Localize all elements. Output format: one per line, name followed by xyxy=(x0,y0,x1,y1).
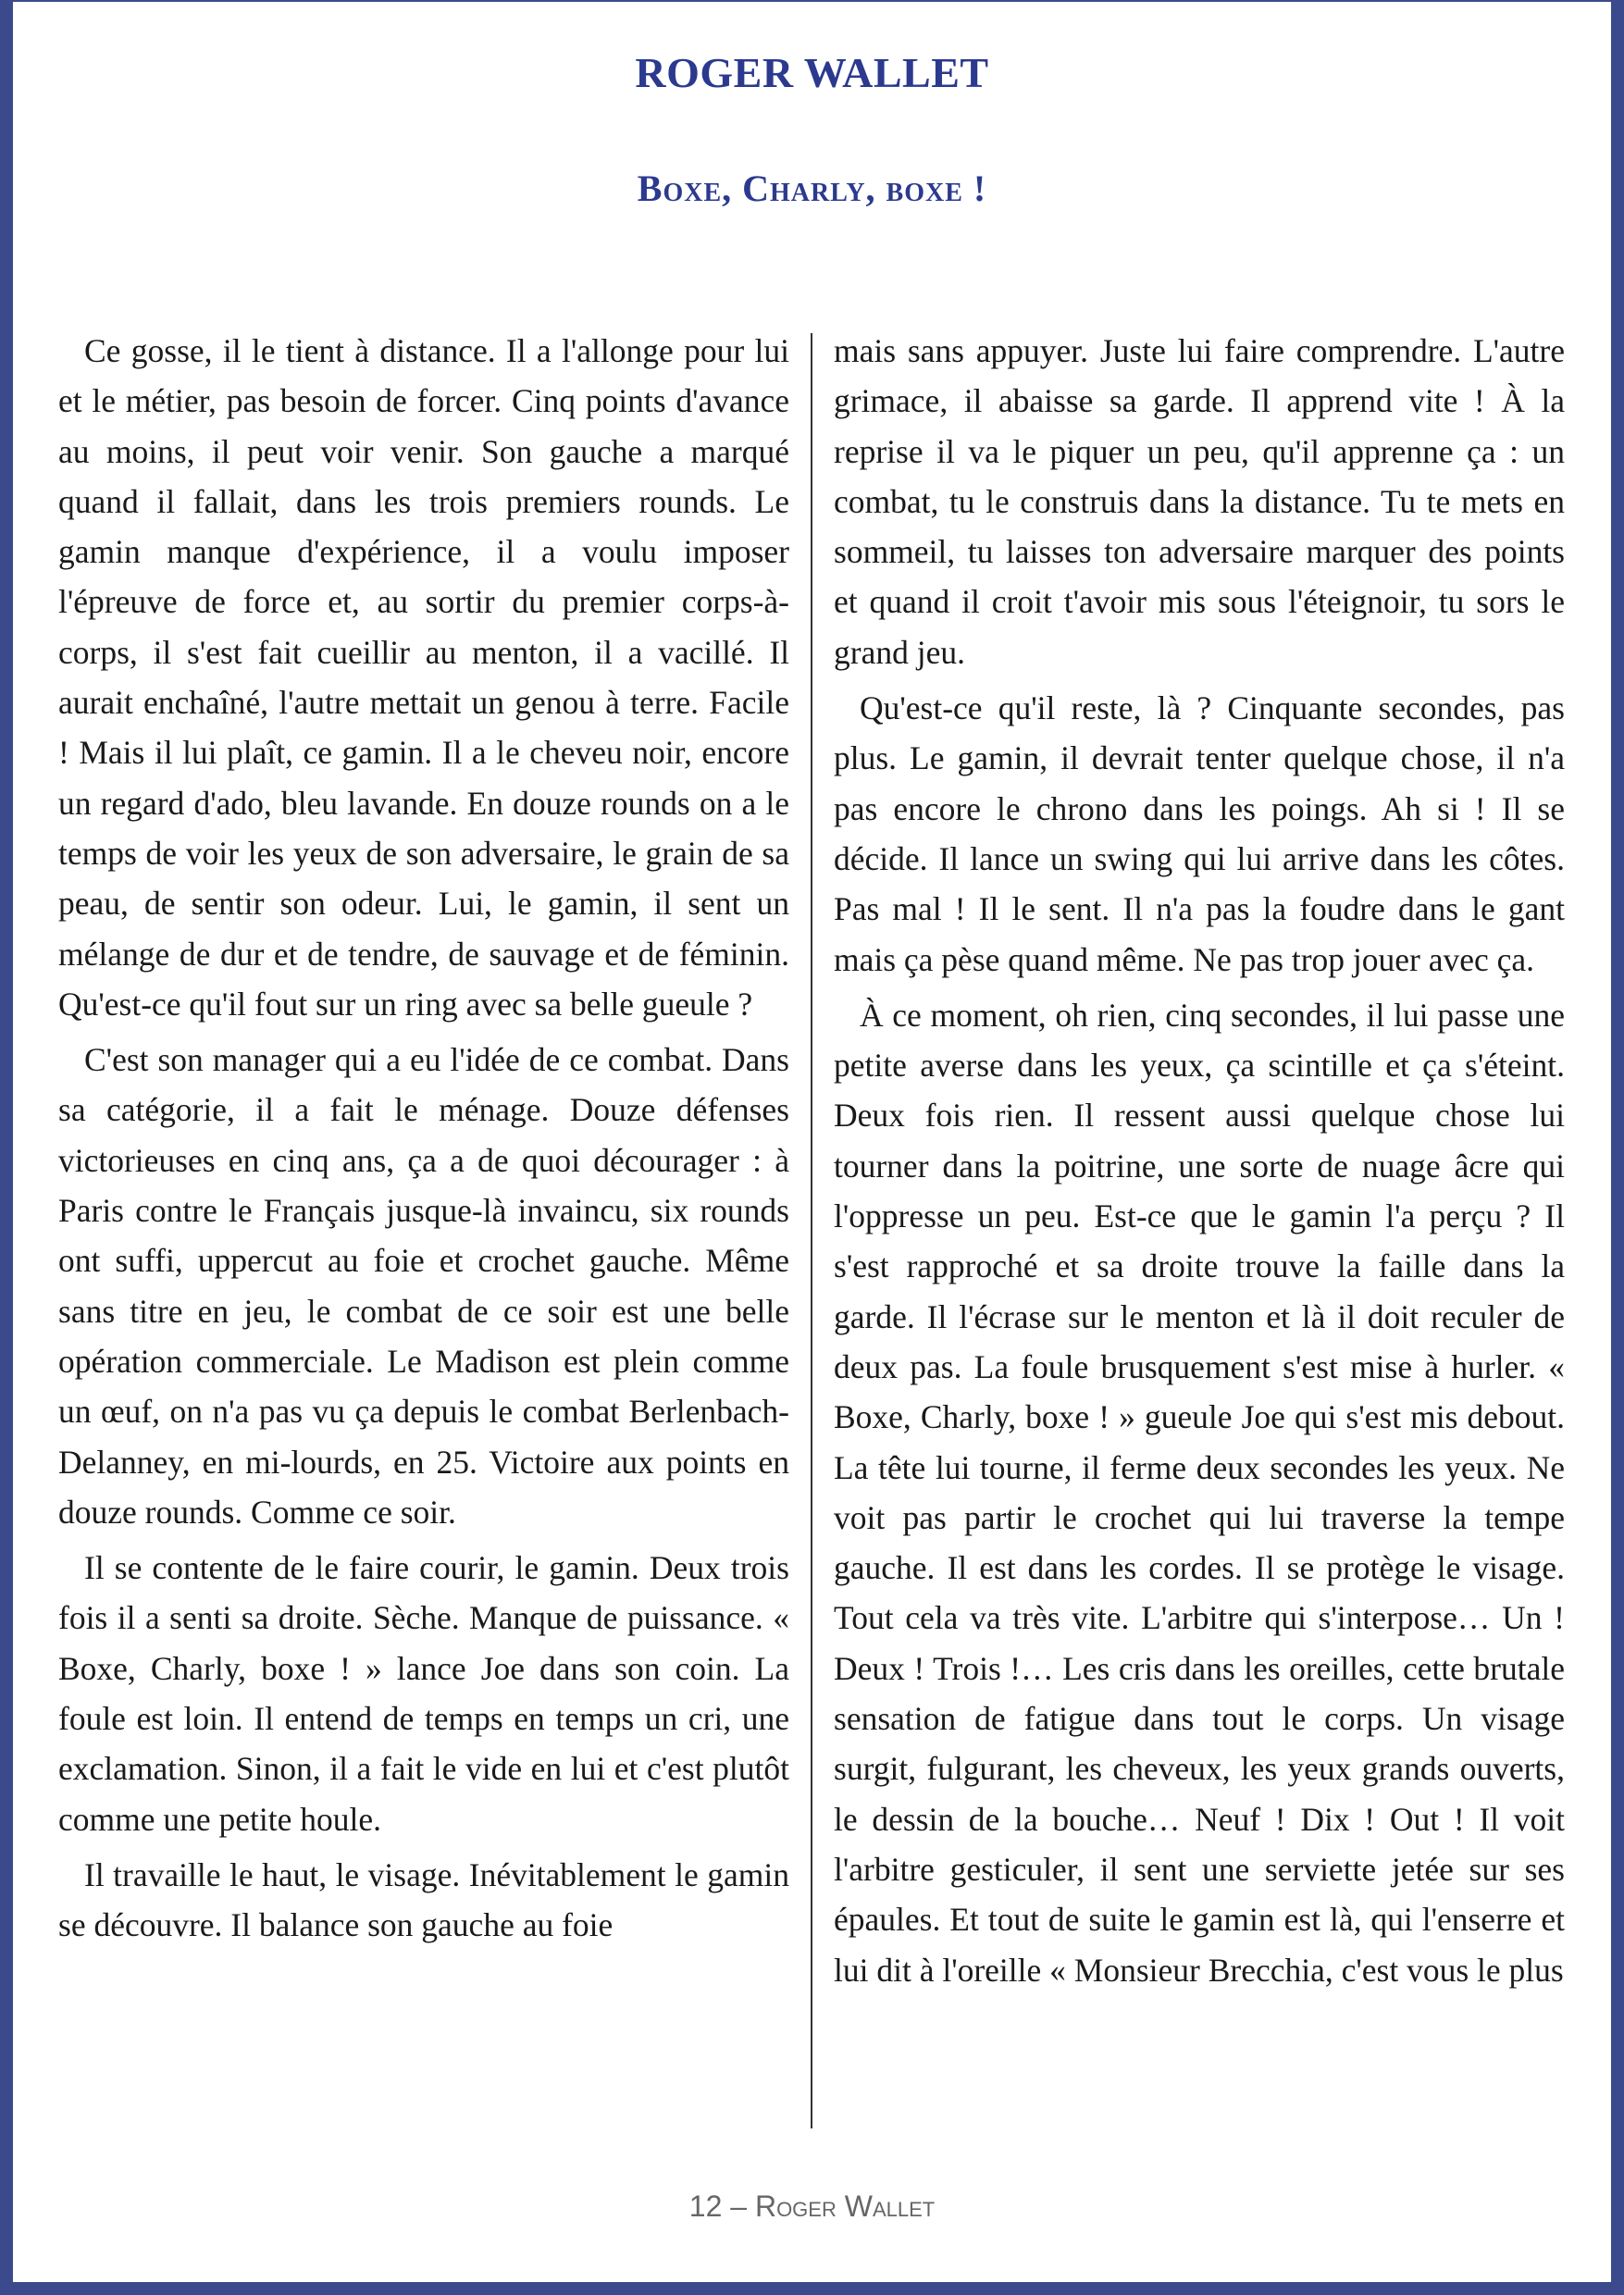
paragraph: Qu'est-ce qu'il reste, là ? Cinquante secondes, pas plus. Le gamin, il devrait tenter quelque chose, il n'a pas encore le chrono dans les poings. Ah si ! Il se décide. Il lance un swing qui lui arrive dans les côtes. Pas mal ! Il le sent. Il n'a pas la foudre dans le gant mais ça pèse quand même. Ne pas trop jouer avec ça. xyxy=(834,689,1565,978)
paragraph: Il travaille le haut, le visage. Inévitablement le gamin se découvre. Il balance son gauche au foie xyxy=(58,1855,789,1944)
footer-author: Roger Wallet xyxy=(754,2190,936,2223)
author-heading: ROGER WALLET xyxy=(635,49,989,96)
paragraph: À ce moment, oh rien, cinq secondes, il lui passe une petite averse dans les yeux, ça scintille et ça s'éteint. Deux fois rien. Il ressent aussi quelque chose lui tourner dans la poitrine, une sorte de nuage âcre qui l'oppresse un peu. Est-ce que le gamin l'a perçu ? Il s'est rapproché et sa droite trouve la faille dans la garde. Il l'écrase sur le menton et là il doit reculer de deux pas. La foule brusquement s'est mise à hurler. « Boxe, Charly, boxe ! » gueule Joe qui s'est mis debout. La tête lui tourne, il ferme deux secondes les yeux. Ne voit pas partir le crochet qui lui traverse la tempe gauche. Il est dans les cordes. Il se protège le visage. Tout cela va très vite. L'arbitre qui s'interpose… Un ! Deux ! Trois !… Les cris dans les oreilles, cette brutale sensation de fatigue dans tout le corps. Un visage surgit, fulgurant, les cheveux, les yeux grands ouverts, le dessin de la bouche… Neuf ! Dix ! Out ! Il voit l'arbitre gesticuler, il sent une serviette jetée sur ses épaules. Et tout de suite le gamin est là, qui l'enserre et lui dit à l'oreille « Monsieur Brecchia, c'est vous le plus xyxy=(834,996,1565,1989)
paragraph: Il se contente de le faire courir, le gamin. Deux trois fois il a senti sa droite. Sèche. Manque de puissance. « Boxe, Charly, boxe ! » lance Joe dans son coin. La foule est loin. Il entend de temps en temps un cri, une exclamation. Sinon, il a fait le vide en lui et c'est plutôt comme une petite houle. xyxy=(58,1549,789,1838)
footer-separator: – xyxy=(730,2190,748,2223)
right-text-column xyxy=(834,326,1565,2001)
page-number: 12 xyxy=(688,2190,723,2223)
left-text-column xyxy=(58,326,789,1956)
paragraph: Ce gosse, il le tient à distance. Il a l'allonge pour lui et le métier, pas besoin de forcer. Cinq points d'avance au moins, il peut voir venir. Son gauche a marqué quand il fallait, dans les trois premiers rounds. Le gamin manque d'expérience, il a voulu imposer l'épreuve de force et, au sortir du premier corps-à-corps, il s'est fait cueillir au menton, il a vacillé. Il aurait enchaîné, l'autre mettait un genou à terre. Facile ! Mais il lui plaît, ce gamin. Il a le cheveu noir, encore un regard d'ado, bleu lavande. En douze rounds on a le temps de voir les yeux de son adversaire, le grain de sa peau, de sentir son odeur. Lui, le gamin, il sent un mélange de dur et de tendre, de sauvage et de féminin. Qu'est-ce qu'il fout sur un ring avec sa belle gueule ? xyxy=(58,332,789,1023)
paragraph: mais sans appuyer. Juste lui faire comprendre. L'autre grimace, il abaisse sa garde. Il apprend vite ! À la reprise il va le piquer un peu, qu'il apprenne ça : un combat, tu le construis dans la distance. Tu te mets en sommeil, tu laisses ton adversaire marquer des points et quand il croit t'avoir mis sous l'éteignoir, tu sors le grand jeu. xyxy=(834,332,1565,671)
story-title: Boxe, Charly, boxe ! xyxy=(637,167,987,209)
column-divider xyxy=(811,333,812,2128)
page-footer xyxy=(0,2190,1624,2224)
paragraph: C'est son manager qui a eu l'idée de ce combat. Dans sa catégorie, il a fait le ménage. Douze défenses victorieuses en cinq ans, ça a de quoi décourager : à Paris contre le Français jusque-là invaincu, six rounds ont suffi, uppercut au foie et crochet gauche. Même sans titre en jeu, le combat de ce soir est une belle opération commerciale. Le Madison est plein comme un œuf, on n'a pas vu ça depuis le combat Berlenbach-Delanney, en mi-lourds, en 25. Victoire aux points en douze rounds. Comme ce soir. xyxy=(58,1041,789,1531)
